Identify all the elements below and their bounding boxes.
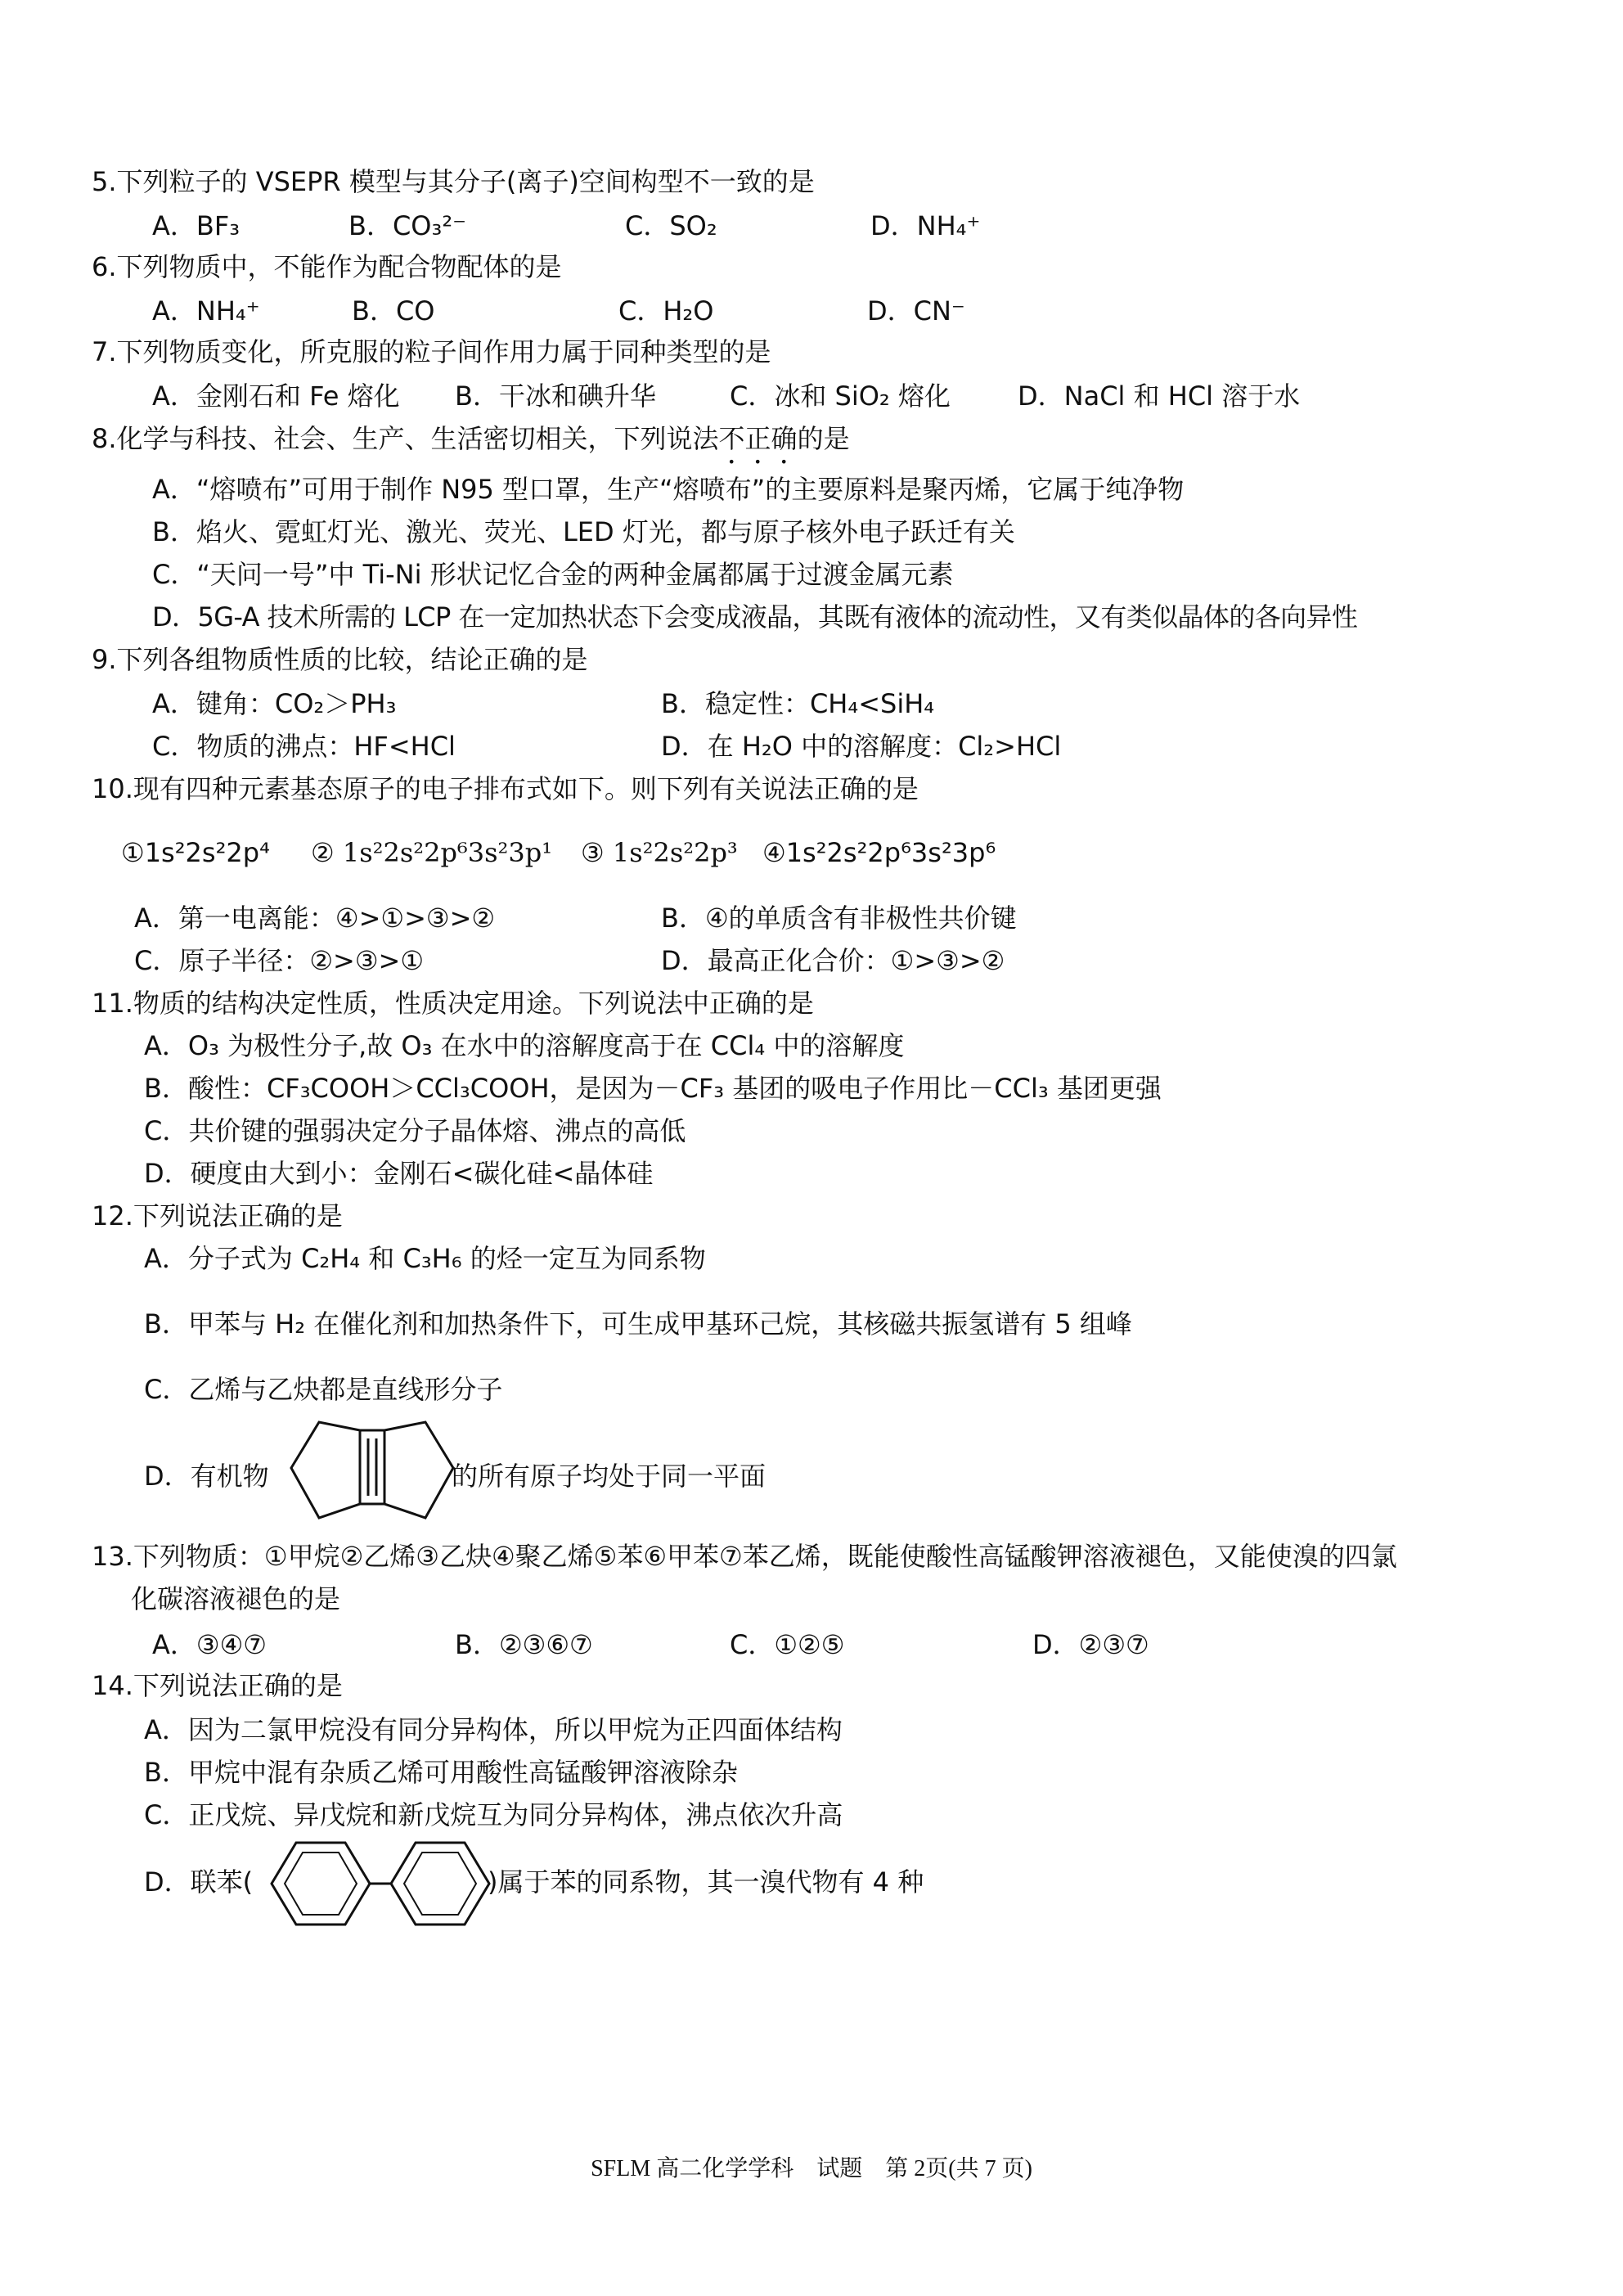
q7-option-d: D．NaCl 和 HCl 溶于水 bbox=[1018, 380, 1301, 412]
biphenyl-structure bbox=[267, 1838, 494, 1929]
q7-option-b: B．干冰和碘升华 bbox=[455, 380, 656, 412]
q10-config-1: ①1s²2s²2p⁴ bbox=[121, 837, 270, 868]
page-footer: SFLM 高二化学学科 试题 第 2页(共 7 页) bbox=[591, 2156, 1032, 2181]
q9-option-a: A．键角：CO₂＞PH₃ bbox=[152, 688, 397, 719]
q13-option-b: B．②③⑥⑦ bbox=[455, 1629, 593, 1660]
q11-stem: 11.物质的结构决定性质，性质决定用途。下列说法中正确的是 bbox=[92, 988, 814, 1019]
q12-option-d-pre: D．有机物 bbox=[144, 1461, 269, 1492]
q12-option-b: B．甲苯与 H₂ 在催化剂和加热条件下，可生成甲基环己烷，其核磁共振氢谱有 5 组峰 bbox=[144, 1308, 1132, 1339]
q11-option-a: A．O₃ 为极性分子,故 O₃ 在水中的溶解度高于在 CCl₄ 中的溶解度 bbox=[144, 1030, 905, 1061]
q12-option-c: C．乙烯与乙炔都是直线形分子 bbox=[144, 1374, 503, 1405]
q13-option-d: D．②③⑦ bbox=[1032, 1629, 1149, 1660]
q14-option-d-pre: D．联苯( bbox=[144, 1866, 254, 1898]
q10-stem: 10.现有四种元素基态原子的电子排布式如下。则下列有关说法正确的是 bbox=[92, 773, 919, 804]
q5-option-b: B．CO₃²⁻ bbox=[348, 210, 467, 241]
q14-stem: 14.下列说法正确的是 bbox=[92, 1670, 343, 1701]
q10-option-b: B．④的单质含有非极性共价键 bbox=[661, 903, 1017, 934]
q11-option-b: B．酸性：CF₃COOH＞CCl₃COOH，是因为－CF₃ 基团的吸电子作用比－CCl₃ 基团更强 bbox=[144, 1073, 1162, 1104]
q9-stem: 9.下列各组物质性质的比较，结论正确的是 bbox=[92, 644, 588, 675]
q13-stem-line1: 13.下列物质：①甲烷②乙烯③乙炔④聚乙烯⑤苯⑥甲苯⑦苯乙烯，既能使酸性高锰酸钾溶液褪色，又能使溴的四氯 bbox=[92, 1541, 1397, 1572]
q5-option-d: D．NH₄⁺ bbox=[870, 210, 981, 241]
q10-config-4: ④1s²2s²2p⁶3s²3p⁶ bbox=[762, 837, 996, 868]
q8-option-d: D．5G-A 技术所需的 LCP 在一定加热状态下会变成液晶，其既有液体的流动性，又有类似晶体的各向异性 bbox=[152, 601, 1358, 633]
q7-option-c: C．冰和 SiO₂ 熔化 bbox=[730, 380, 951, 412]
q10-config-3: ③ 1s²2s²2p³ bbox=[581, 837, 738, 868]
bicyclic-structure bbox=[286, 1422, 458, 1520]
q13-option-c: C．①②⑤ bbox=[730, 1629, 845, 1660]
q9-option-b: B．稳定性：CH₄<SiH₄ bbox=[661, 688, 935, 719]
q8-option-c: C．“天问一号”中 Ti-Ni 形状记忆合金的两种金属都属于过渡金属元素 bbox=[152, 559, 954, 590]
q8-option-b: B．焰火、霓虹灯光、激光、荧光、LED 灯光，都与原子核外电子跃迁有关 bbox=[152, 516, 1015, 547]
q5-option-c: C．SO₂ bbox=[625, 210, 717, 241]
q10-option-a: A．第一电离能：④>①>③>② bbox=[134, 903, 496, 934]
q14-option-d-post: )属于苯的同系物，其一溴代物有 4 种 bbox=[488, 1866, 924, 1898]
q10-option-c: C．原子半径：②>③>① bbox=[134, 945, 425, 976]
q6-option-a: A．NH₄⁺ bbox=[152, 295, 260, 326]
q10-option-d: D．最高正化合价：①>③>② bbox=[661, 945, 1005, 976]
q7-stem: 7.下列物质变化，所克服的粒子间作用力属于同种类型的是 bbox=[92, 336, 771, 367]
q9-option-c: C．物质的沸点：HF<HCl bbox=[152, 731, 456, 762]
q6-stem: 6.下列物质中，不能作为配合物配体的是 bbox=[92, 251, 562, 282]
q12-stem: 12.下列说法正确的是 bbox=[92, 1200, 343, 1231]
q14-option-a: A．因为二氯甲烷没有同分异构体，所以甲烷为正四面体结构 bbox=[144, 1714, 843, 1745]
q13-option-a: A．③④⑦ bbox=[152, 1629, 267, 1660]
q14-option-c: C．正戊烷、异戊烷和新戊烷互为同分异构体，沸点依次升高 bbox=[144, 1799, 843, 1830]
q6-option-c: C．H₂O bbox=[618, 295, 714, 326]
q12-option-a: A．分子式为 C₂H₄ 和 C₃H₆ 的烃一定互为同系物 bbox=[144, 1243, 706, 1274]
q9-option-d: D．在 H₂O 中的溶解度：Cl₂>HCl bbox=[661, 731, 1062, 762]
q8-stem-emphasis: 不正确 bbox=[718, 423, 798, 454]
q10-config-2: ② 1s²2s²2p⁶3s²3p¹ bbox=[311, 837, 553, 868]
q6-option-d: D．CN⁻ bbox=[867, 295, 965, 326]
q5-option-a: A．BF₃ bbox=[152, 210, 241, 241]
q8-stem-pre: 8.化学与科技、社会、生产、生活密切相关，下列说法 bbox=[92, 423, 719, 454]
q6-option-b: B．CO bbox=[352, 295, 435, 326]
q12-option-d-post: 的所有原子均处于同一平面 bbox=[452, 1461, 767, 1492]
q13-stem-line2: 化碳溶液褪色的是 bbox=[131, 1583, 341, 1614]
q5-stem: 5.下列粒子的 VSEPR 模型与其分子(离子)空间构型不一致的是 bbox=[92, 166, 815, 197]
q11-option-c: C．共价键的强弱决定分子晶体熔、沸点的高低 bbox=[144, 1115, 686, 1146]
q8-option-a: A．“熔喷布”可用于制作 N95 型口罩，生产“熔喷布”的主要原料是聚丙烯，它属于纯净物 bbox=[152, 474, 1185, 505]
q14-option-b: B．甲烷中混有杂质乙烯可用酸性高锰酸钾溶液除杂 bbox=[144, 1757, 738, 1788]
q11-option-d: D．硬度由大到小：金刚石<碳化硅<晶体硅 bbox=[144, 1158, 654, 1189]
q7-option-a: A．金刚石和 Fe 熔化 bbox=[152, 380, 400, 412]
q8-stem-post: 的是 bbox=[797, 423, 850, 454]
q8-stem bbox=[92, 422, 850, 470]
